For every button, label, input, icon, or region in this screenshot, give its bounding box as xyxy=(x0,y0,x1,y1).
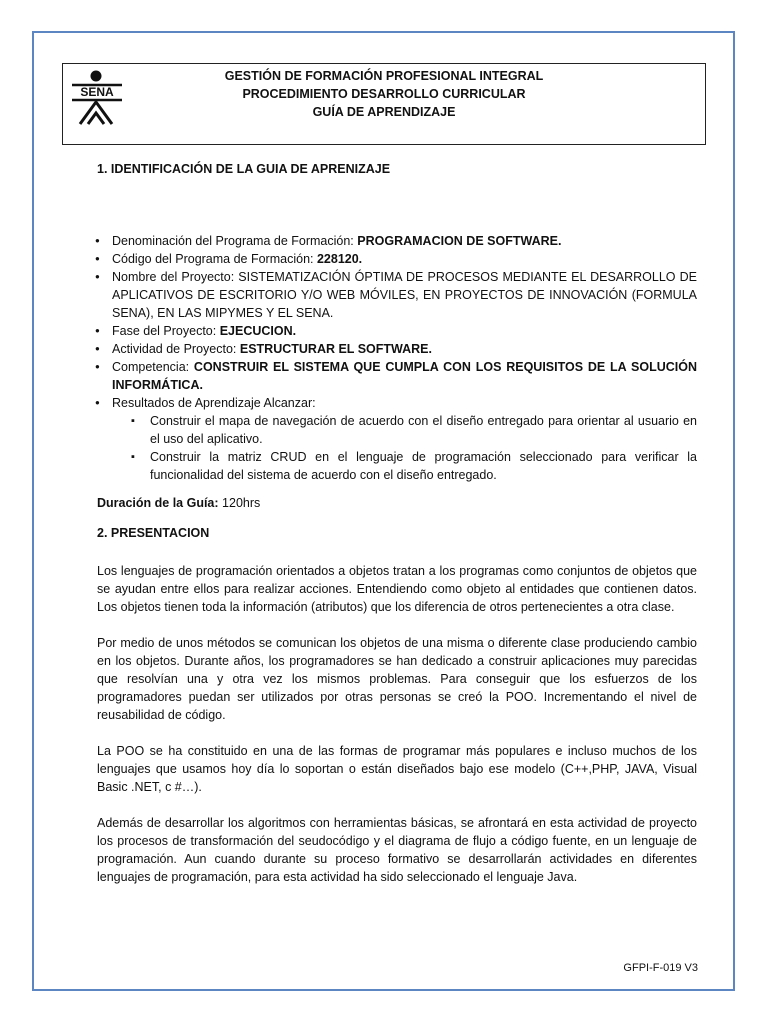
sena-logo-text: SENA xyxy=(80,85,114,99)
result-item: ▪ Construir la matriz CRUD en el lenguaje de programación seleccionado para verificar la funcionalidad del sistema de acuerdo con el diseño entregado. xyxy=(97,448,697,484)
document-body xyxy=(97,160,697,886)
section-2-heading: 2. PRESENTACION xyxy=(97,526,210,540)
learning-results-list xyxy=(97,412,697,484)
header-line-2: PROCEDIMIENTO DESARROLLO CURRICULAR xyxy=(242,87,526,101)
paragraph-1: Los lenguajes de programación orientados a objetos tratan a los programas como conjuntos de objetos que se ayudan entre ellos para realizar acciones. Entendiendo como objeto al entidades que contienen datos. Los objetos tienen toda la información (atributos) que los diferencia de otros pertenecientes a otra clase. xyxy=(97,564,697,614)
list-item: ● Competencia: CONSTRUIR EL SISTEMA QUE CUMPLA CON LOS REQUISITOS DE LA SOLUCIÓN INFORMÁTICA. xyxy=(97,358,697,394)
document-header xyxy=(62,63,706,145)
paragraph-3: La POO se ha constituido en una de las formas de programar más populares e incluso muchos de los lenguajes que usamos hoy día lo soportan o están diseñados bajo ese modelo (C++,PHP, JAVA, Visual Basic .NET, c #…). xyxy=(97,744,697,794)
list-item: ● Denominación del Programa de Formación: PROGRAMACION DE SOFTWARE. xyxy=(97,232,697,250)
identification-list xyxy=(97,232,697,412)
paragraph-2: Por medio de unos métodos se comunican los objetos de una misma o diferente clase produciendo cambio en los objetos. Durante años, los programadores se han dedicado a construir aplicaciones muy parecidas que resolvían una y otra vez los mismos problemas. Para conseguir que los esfuerzos de los programadores puedan ser utilizados por otras personas se creó la POO. Incrementando el nivel de reusabilidad de código. xyxy=(97,636,697,722)
header-line-3: GUÍA DE APRENDIZAJE xyxy=(312,105,456,119)
header-title xyxy=(63,67,705,121)
result-item: ▪ Construir el mapa de navegación de acuerdo con el diseño entregado para orientar al usuario en el uso del aplicativo. xyxy=(97,412,697,448)
paragraph-4: Además de desarrollar los algoritmos con herramientas básicas, se afrontará en esta actividad de proyecto los procesos de transformación del seudocódigo y el diagrama de flujo a código fuente, en un lenguaje de programación. Aun cuando durante su proceso formativo se desarrollarán actividades en diferentes lenguajes de programación, para esta actividad ha sido seleccionado el lenguaje Java. xyxy=(97,816,697,884)
list-item: ● Nombre del Proyecto: SISTEMATIZACIÓN ÓPTIMA DE PROCESOS MEDIANTE EL DESARROLLO DE APLICATIVOS DE ESCRITORIO Y/O WEB MÓVILES, EN PROYECTOS DE INNOVACIÓN (FORMULA SENA), EN LAS MIPYMES Y EL SENA. xyxy=(97,268,697,322)
list-item: ● Actividad de Proyecto: ESTRUCTURAR EL SOFTWARE. xyxy=(97,340,697,358)
list-item: ● Código del Programa de Formación: 228120. xyxy=(97,250,697,268)
list-item: ● Fase del Proyecto: EJECUCION. xyxy=(97,322,697,340)
section-1-heading: 1. IDENTIFICACIÓN DE LA GUIA DE APRENIZAJE xyxy=(97,162,391,176)
header-line-1: GESTIÓN DE FORMACIÓN PROFESIONAL INTEGRAL xyxy=(224,69,544,83)
footer-code: GFPI-F-019 V3 xyxy=(623,962,698,974)
list-item: ● Resultados de Aprendizaje Alcanzar: xyxy=(97,394,697,412)
duration-line: Duración de la Guía: 120hrs xyxy=(97,496,261,510)
